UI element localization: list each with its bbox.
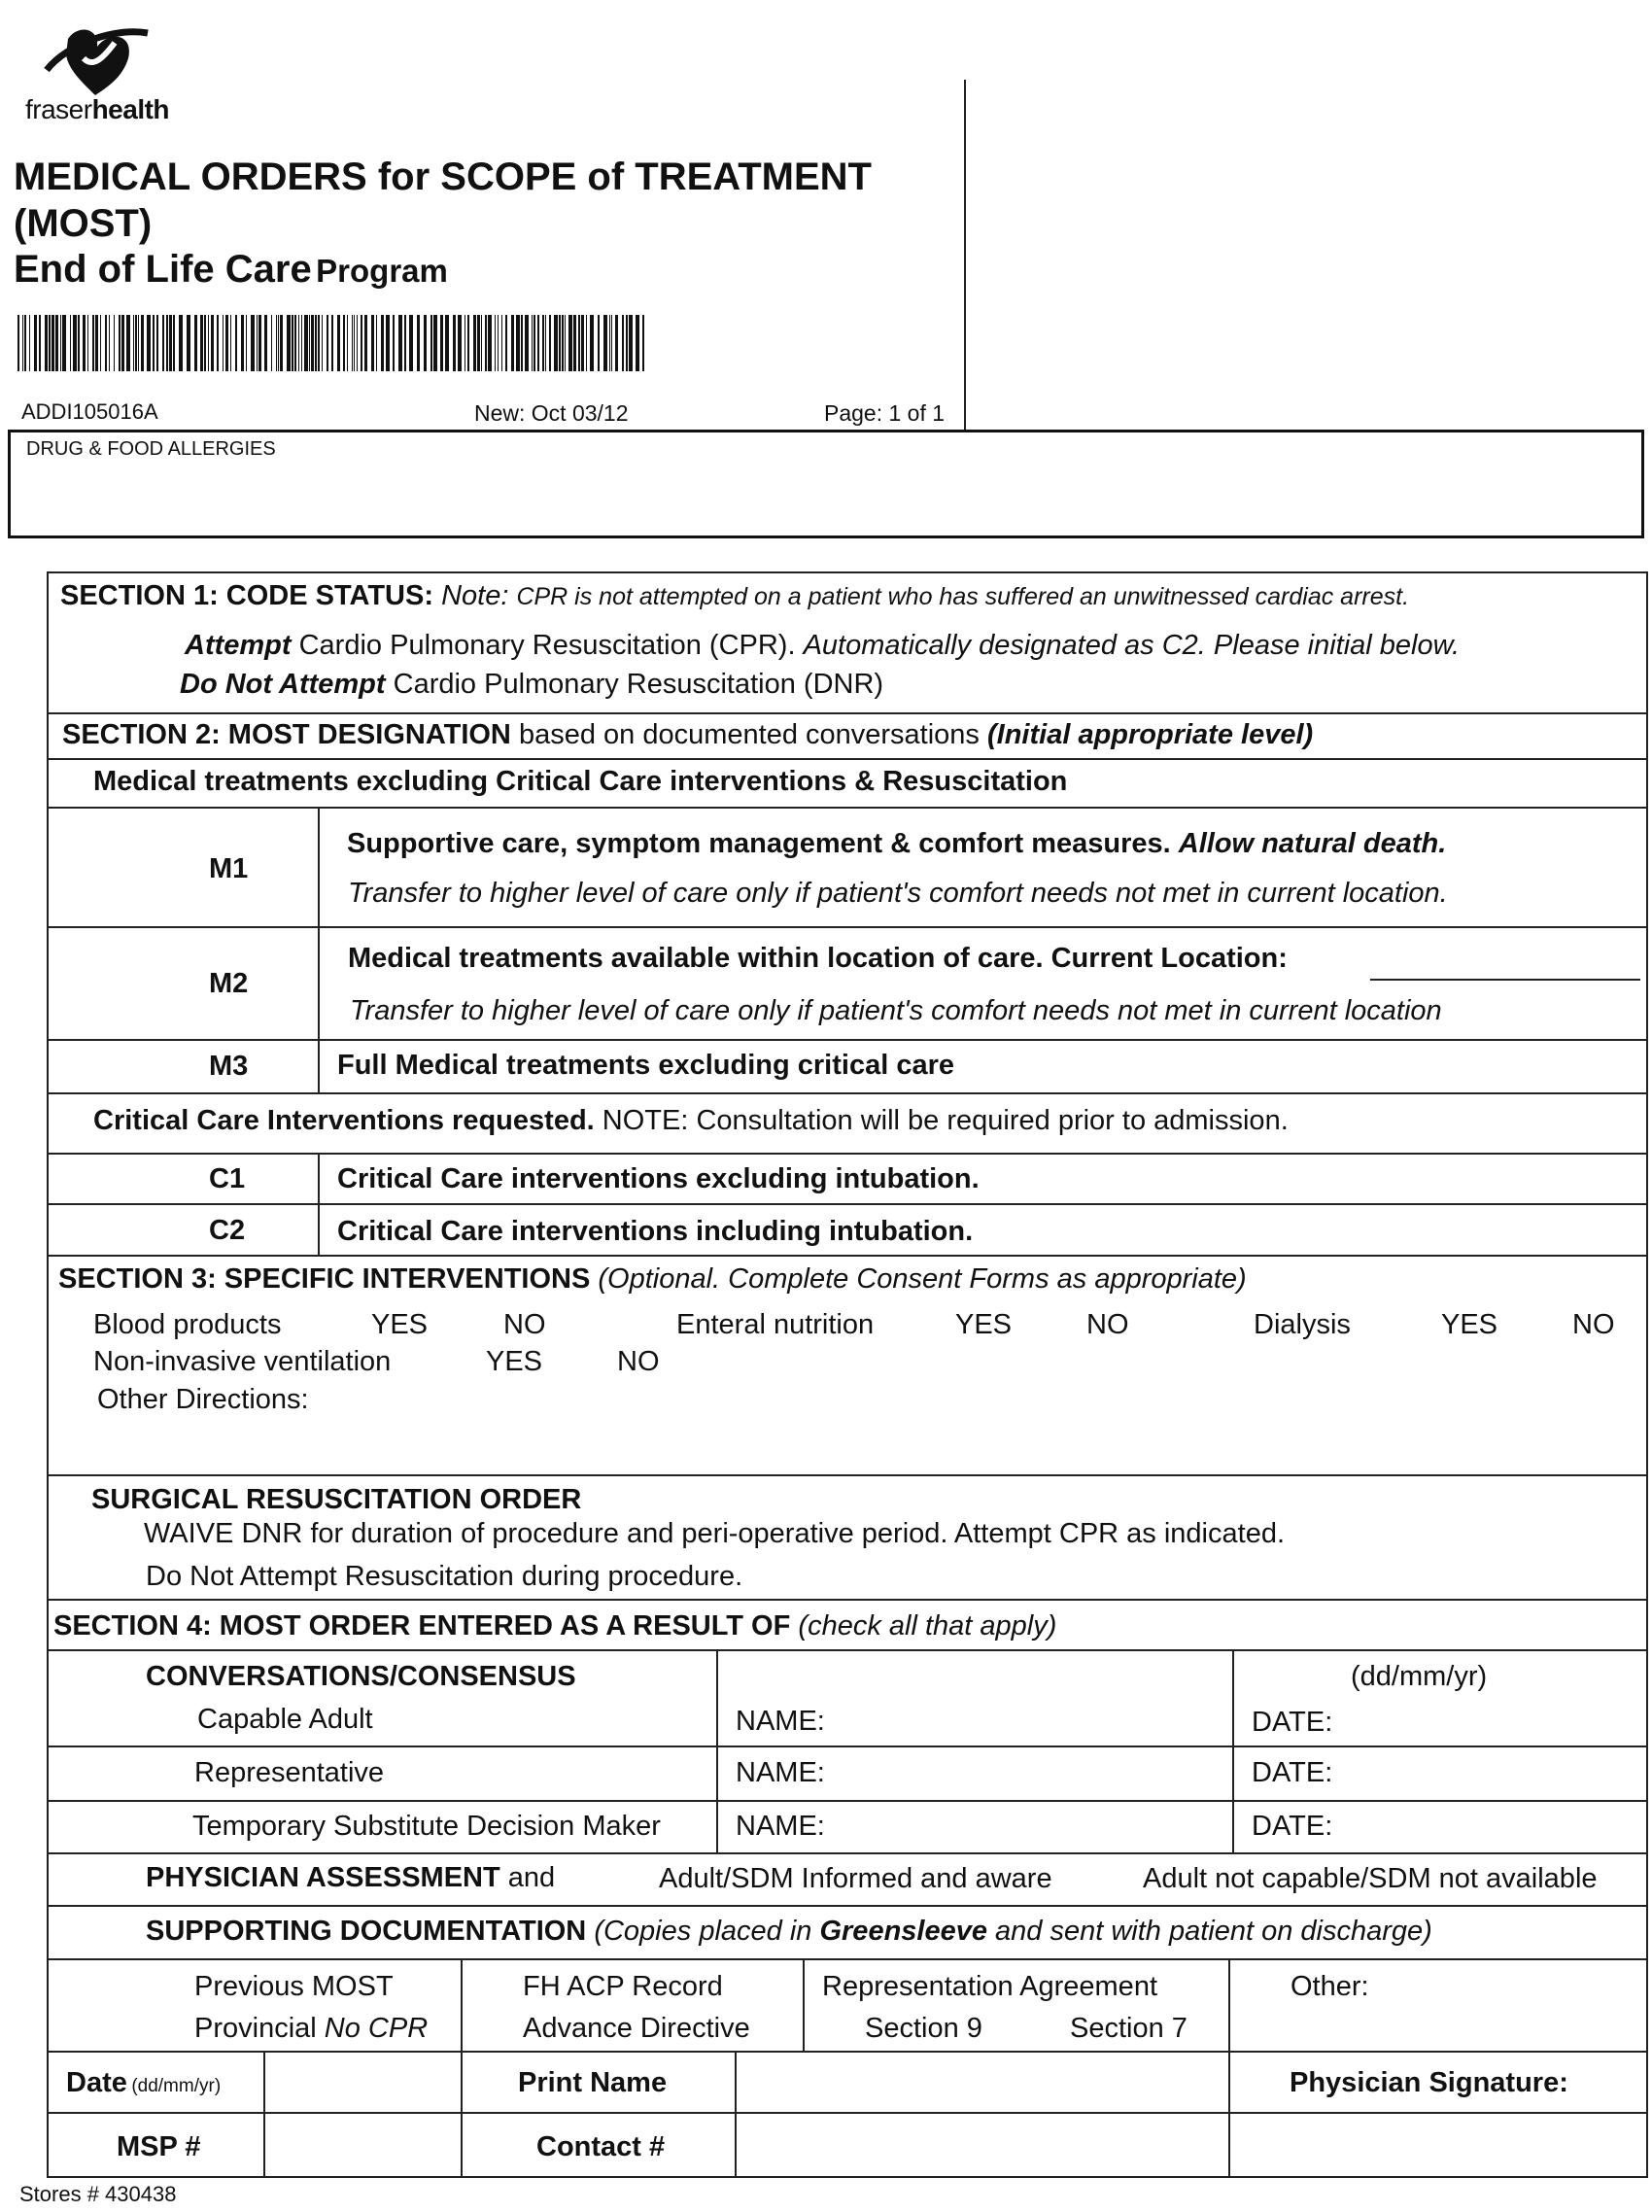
barcode-bar — [29, 315, 30, 371]
barcode-bar — [533, 315, 535, 371]
barcode-bar — [173, 315, 175, 371]
print-name-label: Print Name — [518, 2067, 668, 2098]
barcode-bar — [481, 315, 482, 371]
barcode-bar — [516, 315, 520, 371]
barcode-bar — [147, 315, 151, 371]
m3-main: Full Medical treatments excluding critical care — [337, 1050, 954, 1081]
conversations-heading: CONVERSATIONS/CONSENSUS — [146, 1661, 576, 1692]
section2-heading: SECTION 2: MOST DESIGNATION based on documented conversations (Initial appropriate level) — [62, 719, 1314, 750]
m1-code[interactable]: M1 — [209, 853, 249, 884]
not-capable[interactable]: Adult not capable/SDM not available — [1143, 1863, 1598, 1894]
barcode-bar — [280, 315, 283, 371]
physician-assessment[interactable]: PHYSICIAN ASSESSMENT and — [146, 1862, 556, 1893]
dnar-procedure[interactable]: Do Not Attempt Resuscitation during procedure. — [146, 1561, 743, 1592]
barcode-bar — [162, 315, 164, 371]
barcode-bar — [525, 315, 529, 371]
m1-sub: Transfer to higher level of care only if patient's comfort needs not met in current location. — [348, 878, 1448, 909]
barcode-bar — [276, 315, 277, 371]
previous-most[interactable]: Previous MOST — [194, 1971, 394, 2002]
barcode-bar — [409, 315, 413, 371]
barcode-bar — [590, 315, 594, 371]
barcode-bar — [52, 315, 54, 371]
barcode-bar — [73, 315, 77, 371]
barcode-bar — [45, 315, 48, 371]
barcode-bar — [565, 315, 566, 371]
barcode-bar — [343, 315, 345, 371]
section-9[interactable]: Section 9 — [865, 2013, 982, 2044]
barcode-bar — [327, 315, 328, 371]
barcode-bar — [24, 315, 26, 371]
barcode-bar — [532, 315, 533, 371]
barcode-bar — [153, 315, 155, 371]
section3-heading: SECTION 3: SPECIFIC INTERVENTIONS (Optional. Complete Consent Forms as appropriate) — [58, 1263, 1247, 1295]
divider — [47, 1039, 1648, 1041]
barcode-bar — [304, 315, 308, 371]
barcode-bar — [156, 315, 158, 371]
current-location-field[interactable] — [1370, 977, 1640, 981]
divider — [47, 1599, 1648, 1601]
capable-date-label: DATE: — [1252, 1707, 1333, 1738]
divider — [47, 1255, 1648, 1257]
barcode-bar — [424, 315, 427, 371]
barcode-bar — [467, 315, 469, 371]
barcode-bar — [217, 315, 219, 371]
blood-no[interactable]: NO — [503, 1309, 546, 1340]
barcode-bar — [357, 315, 358, 371]
barcode-bar — [121, 315, 124, 371]
barcode-bar — [453, 315, 456, 371]
support-col2 — [803, 1958, 805, 2051]
barcode-bar — [603, 315, 607, 371]
barcode-bar — [105, 315, 107, 371]
advance-directive[interactable]: Advance Directive — [523, 2013, 750, 2044]
barcode-bar — [39, 315, 41, 371]
divider — [47, 1958, 1648, 1960]
provincial-no-cpr[interactable]: Provincial No CPR — [194, 2013, 429, 2044]
barcode-bar — [141, 315, 144, 371]
barcode-bar — [309, 315, 310, 371]
m1-main: Supportive care, symptom management & comfort measures. Allow natural death. — [347, 828, 1447, 859]
barcode-bar — [135, 315, 137, 371]
barcode-bar — [70, 315, 71, 371]
barcode-bar — [271, 315, 272, 371]
m-code-divider — [318, 807, 320, 1040]
barcode-bar — [318, 315, 320, 371]
barcode-bar — [311, 315, 314, 371]
barcode-bar — [615, 315, 618, 371]
revision-date: New: Oct 03/12 — [474, 400, 629, 426]
form-title — [14, 154, 872, 247]
barcode-bar — [287, 315, 291, 371]
barcode-bar — [241, 315, 244, 371]
barcode-bar — [55, 315, 58, 371]
barcode-bar — [109, 315, 110, 371]
barcode-bar — [371, 315, 374, 371]
fraserhealth-logo-icon — [39, 19, 155, 97]
barcode-bar — [294, 315, 296, 371]
barcode-bar — [179, 315, 183, 371]
barcode-bar — [501, 315, 502, 371]
barcode — [17, 315, 649, 371]
niv-no[interactable]: NO — [617, 1346, 660, 1377]
section-7[interactable]: Section 7 — [1070, 2013, 1187, 2044]
barcode-bar — [458, 315, 462, 371]
barcode-bar — [498, 315, 499, 371]
barcode-bar — [95, 315, 98, 371]
barcode-bar — [230, 315, 231, 371]
barcode-bar — [477, 315, 480, 371]
enteral-yes[interactable]: YES — [955, 1309, 1013, 1340]
msp-label: MSP # — [117, 2131, 201, 2162]
barcode-bar — [609, 315, 610, 371]
divider — [47, 1203, 1648, 1205]
barcode-bar — [17, 315, 19, 371]
m2-sub: Transfer to higher level of care only if patient's comfort needs not met in current location — [350, 995, 1442, 1026]
contact-input[interactable] — [738, 2115, 1226, 2175]
barcode-bar — [126, 315, 130, 371]
barcode-bar — [337, 315, 340, 371]
barcode-bar — [542, 315, 544, 371]
barcode-bar — [258, 315, 261, 371]
c1-main: Critical Care interventions excluding intubation. — [337, 1163, 980, 1194]
barcode-bar — [211, 315, 214, 371]
barcode-bar — [554, 315, 558, 371]
barcode-bar — [187, 315, 190, 371]
barcode-bar — [246, 315, 247, 371]
sig-col2 — [461, 2051, 463, 2178]
form-title-line2: (MOST) — [14, 202, 153, 245]
barcode-bar — [505, 315, 507, 371]
barcode-bar — [301, 315, 302, 371]
m3-code[interactable]: M3 — [209, 1051, 249, 1082]
divider — [47, 1092, 1648, 1094]
divider — [47, 1745, 1648, 1747]
barcode-bar — [386, 315, 390, 371]
barcode-bar — [62, 315, 66, 371]
barcode-bar — [537, 315, 539, 371]
informed-aware[interactable]: Adult/SDM Informed and aware — [659, 1863, 1052, 1894]
date-input[interactable] — [266, 2053, 459, 2111]
barcode-bar — [485, 315, 487, 371]
c1-code[interactable]: C1 — [209, 1163, 246, 1194]
barcode-bar — [352, 315, 353, 371]
barcode-bar — [133, 315, 134, 371]
dialysis-yes[interactable]: YES — [1441, 1309, 1498, 1340]
blood-products-label: Blood products — [93, 1309, 282, 1340]
divider — [47, 1800, 1648, 1802]
barcode-bar — [223, 315, 224, 371]
barcode-bar — [354, 315, 355, 371]
barcode-bar — [381, 315, 384, 371]
barcode-bar — [264, 315, 267, 371]
date-col-divider — [1232, 1649, 1234, 1853]
barcode-bar — [393, 315, 395, 371]
barcode-bar — [92, 315, 94, 371]
critical-care-heading: Critical Care Interventions requested. NOTE: Consultation will be required prior to admission. — [93, 1105, 1289, 1136]
page-number: Page: 1 of 1 — [824, 400, 946, 426]
physician-signature-input[interactable] — [1231, 2053, 1645, 2175]
fh-acp-record[interactable]: FH ACP Record — [523, 1971, 723, 2002]
barcode-bar — [60, 315, 61, 371]
barcode-bar — [581, 315, 584, 371]
barcode-bar — [568, 315, 572, 371]
niv-yes[interactable]: YES — [486, 1346, 543, 1377]
barcode-bar — [138, 315, 139, 371]
divider — [47, 1905, 1648, 1907]
barcode-bar — [83, 315, 86, 371]
divider — [47, 1852, 1648, 1854]
divider — [47, 1153, 1648, 1155]
barcode-bar — [586, 315, 587, 371]
barcode-bar — [225, 315, 228, 371]
barcode-bar — [433, 315, 437, 371]
barcode-bar — [611, 315, 612, 371]
barcode-bar — [204, 315, 206, 371]
barcode-bar — [331, 315, 333, 371]
contact-label: Contact # — [536, 2131, 666, 2162]
divider — [47, 1474, 1648, 1476]
physician-signature-label: Physician Signature: — [1290, 2067, 1568, 2098]
m3-code-divider — [318, 1039, 320, 1093]
other-doc[interactable]: Other: — [1291, 1971, 1369, 2002]
barcode-bar — [257, 315, 258, 371]
barcode-bar — [78, 315, 80, 371]
barcode-bar — [235, 315, 237, 371]
section4-heading: SECTION 4: MOST ORDER ENTERED AS A RESULT OF (check all that apply) — [53, 1610, 1057, 1642]
barcode-bar — [34, 315, 37, 371]
barcode-bar — [251, 315, 255, 371]
barcode-bar — [114, 315, 115, 371]
barcode-bar — [578, 315, 580, 371]
section1-attempt-cpr[interactable]: Attempt Cardio Pulmonary Resuscitation (CPR). Automatically designated as C2. Please initial below. — [185, 630, 1461, 661]
form-subtitle: End of Life Care Program — [14, 248, 448, 291]
sig-col3 — [735, 2051, 737, 2178]
enteral-no[interactable]: NO — [1086, 1309, 1129, 1340]
allergies-box — [8, 430, 1644, 538]
barcode-bar — [549, 315, 551, 371]
barcode-bar — [200, 315, 203, 371]
barcode-bar — [22, 315, 23, 371]
barcode-bar — [488, 315, 492, 371]
enteral-label: Enteral nutrition — [676, 1309, 875, 1340]
barcode-bar — [636, 315, 639, 371]
section1-heading: SECTION 1: CODE STATUS: Note: CPR is not attempted on a patient who has suffered an unwitnessed cardiac arrest. — [60, 580, 1410, 611]
rep-name-label: NAME: — [736, 1757, 825, 1788]
barcode-bar — [511, 315, 514, 371]
surgical-heading: SURGICAL RESUSCITATION ORDER — [91, 1484, 582, 1515]
capable-name-label: NAME: — [736, 1706, 825, 1737]
msp-input[interactable] — [266, 2115, 459, 2175]
tsdm-name-label: NAME: — [736, 1811, 825, 1842]
allergies-label: DRUG & FOOD ALLERGIES — [26, 438, 276, 460]
form-code: ADDI105016A — [21, 399, 158, 424]
barcode-bar — [445, 315, 449, 371]
barcode-bar — [521, 315, 523, 371]
barcode-bar — [208, 315, 209, 371]
divider — [47, 712, 1648, 714]
blood-yes[interactable]: YES — [371, 1309, 429, 1340]
header-divider — [964, 80, 966, 430]
barcode-bar — [278, 315, 279, 371]
barcode-bar — [598, 315, 600, 371]
barcode-bar — [49, 315, 51, 371]
barcode-bar — [194, 315, 197, 371]
barcode-bar — [495, 315, 496, 371]
support-col3 — [1228, 1958, 1230, 2051]
dialysis-label: Dialysis — [1254, 1309, 1351, 1340]
barcode-bar — [545, 315, 546, 371]
tsdm[interactable]: Temporary Substitute Decision Maker — [192, 1811, 661, 1842]
niv-label: Non-invasive ventilation — [93, 1346, 392, 1377]
barcode-bar — [364, 315, 367, 371]
date-label: Date (dd/mm/yr) — [66, 2067, 222, 2098]
sig-col1 — [263, 2051, 265, 2178]
divider — [47, 926, 1648, 928]
medical-treatments-heading: Medical treatments excluding Critical Care interventions & Resuscitation — [93, 766, 1068, 797]
barcode-bar — [626, 315, 628, 371]
support-col1 — [461, 1958, 463, 2051]
barcode-bar — [559, 315, 561, 371]
c2-code[interactable]: C2 — [209, 1215, 246, 1246]
divider — [47, 758, 1648, 760]
tsdm-date-label: DATE: — [1252, 1811, 1333, 1842]
barcode-bar — [298, 315, 299, 371]
m2-main: Medical treatments available within location of care. Current Location: — [348, 943, 1288, 974]
barcode-bar — [361, 315, 362, 371]
barcode-bar — [573, 315, 576, 371]
stores-number: Stores # 430438 — [19, 2182, 177, 2206]
barcode-bar — [398, 315, 402, 371]
c2-main: Critical Care interventions including intubation. — [337, 1216, 974, 1247]
section1-dnr[interactable]: Do Not Attempt Cardio Pulmonary Resuscitation (DNR) — [180, 669, 884, 700]
name-col-divider — [716, 1649, 718, 1853]
barcode-bar — [87, 315, 88, 371]
other-directions-label: Other Directions: — [97, 1384, 309, 1415]
date-format: (dd/mm/yr) — [1351, 1661, 1488, 1692]
barcode-bar — [315, 315, 317, 371]
divider — [47, 1649, 1648, 1651]
divider — [47, 807, 1648, 809]
barcode-bar — [119, 315, 120, 371]
barcode-bar — [166, 315, 168, 371]
supporting-documentation-heading: SUPPORTING DOCUMENTATION (Copies placed in Greensleeve and sent with patient on discharge) — [146, 1916, 1432, 1947]
barcode-bar — [562, 315, 564, 371]
barcode-bar — [629, 315, 633, 371]
barcode-bar — [622, 315, 624, 371]
barcode-bar — [322, 315, 323, 371]
dialysis-no[interactable]: NO — [1572, 1309, 1615, 1340]
representative[interactable]: Representative — [194, 1757, 385, 1788]
m2-code[interactable]: M2 — [209, 968, 249, 999]
barcode-bar — [169, 315, 172, 371]
barcode-bar — [642, 315, 644, 371]
capable-adult[interactable]: Capable Adult — [197, 1704, 373, 1735]
barcode-bar — [430, 315, 432, 371]
sig-col4 — [1228, 2051, 1230, 2178]
form-title-line1: MEDICAL ORDERS for SCOPE of TREATMENT — [14, 156, 872, 198]
barcode-bar — [417, 315, 420, 371]
barcode-bar — [404, 315, 406, 371]
waive-dnr[interactable]: WAIVE DNR for duration of procedure and peri-operative period. Attempt CPR as indicated. — [144, 1518, 1286, 1549]
org-name: fraserhealth — [25, 94, 170, 124]
barcode-bar — [347, 315, 348, 371]
barcode-bar — [292, 315, 293, 371]
barcode-bar — [440, 315, 443, 371]
representation-agreement: Representation Agreement — [822, 1971, 1157, 2002]
rep-date-label: DATE: — [1252, 1757, 1333, 1788]
barcode-bar — [473, 315, 476, 371]
print-name-input[interactable] — [738, 2053, 1226, 2111]
barcode-bar — [376, 315, 377, 371]
barcode-bar — [100, 315, 101, 371]
